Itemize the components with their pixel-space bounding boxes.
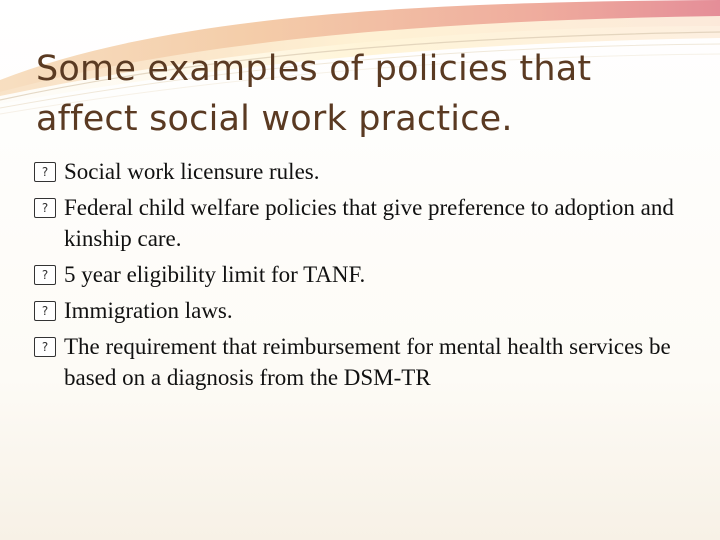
bullet-text: Social work licensure rules. [64, 159, 320, 184]
bullet-text: The requirement that reimbursement for mental health services be based on a diagnosis from the DSM-TR [64, 334, 671, 390]
bullet-item [34, 192, 674, 254]
slide-title: Some examples of policies that affect social work practice. [36, 49, 592, 139]
unknown-glyph-box-icon: ? [34, 301, 56, 321]
unknown-glyph-box-icon: ? [34, 337, 56, 357]
bullet-item [34, 331, 674, 393]
unknown-glyph-box-icon: ? [34, 198, 56, 218]
bullet-item [34, 259, 674, 290]
bullet-text: 5 year eligibility limit for TANF. [64, 262, 366, 287]
bullet-list [34, 156, 674, 398]
bullet-item [34, 295, 674, 326]
unknown-glyph-box-icon: ? [34, 265, 56, 285]
unknown-glyph-box-icon: ? [34, 162, 56, 182]
bullet-text: Immigration laws. [64, 298, 233, 323]
bullet-text: Federal child welfare policies that give preference to adoption and kinship care. [64, 195, 674, 251]
bullet-item [34, 156, 674, 187]
